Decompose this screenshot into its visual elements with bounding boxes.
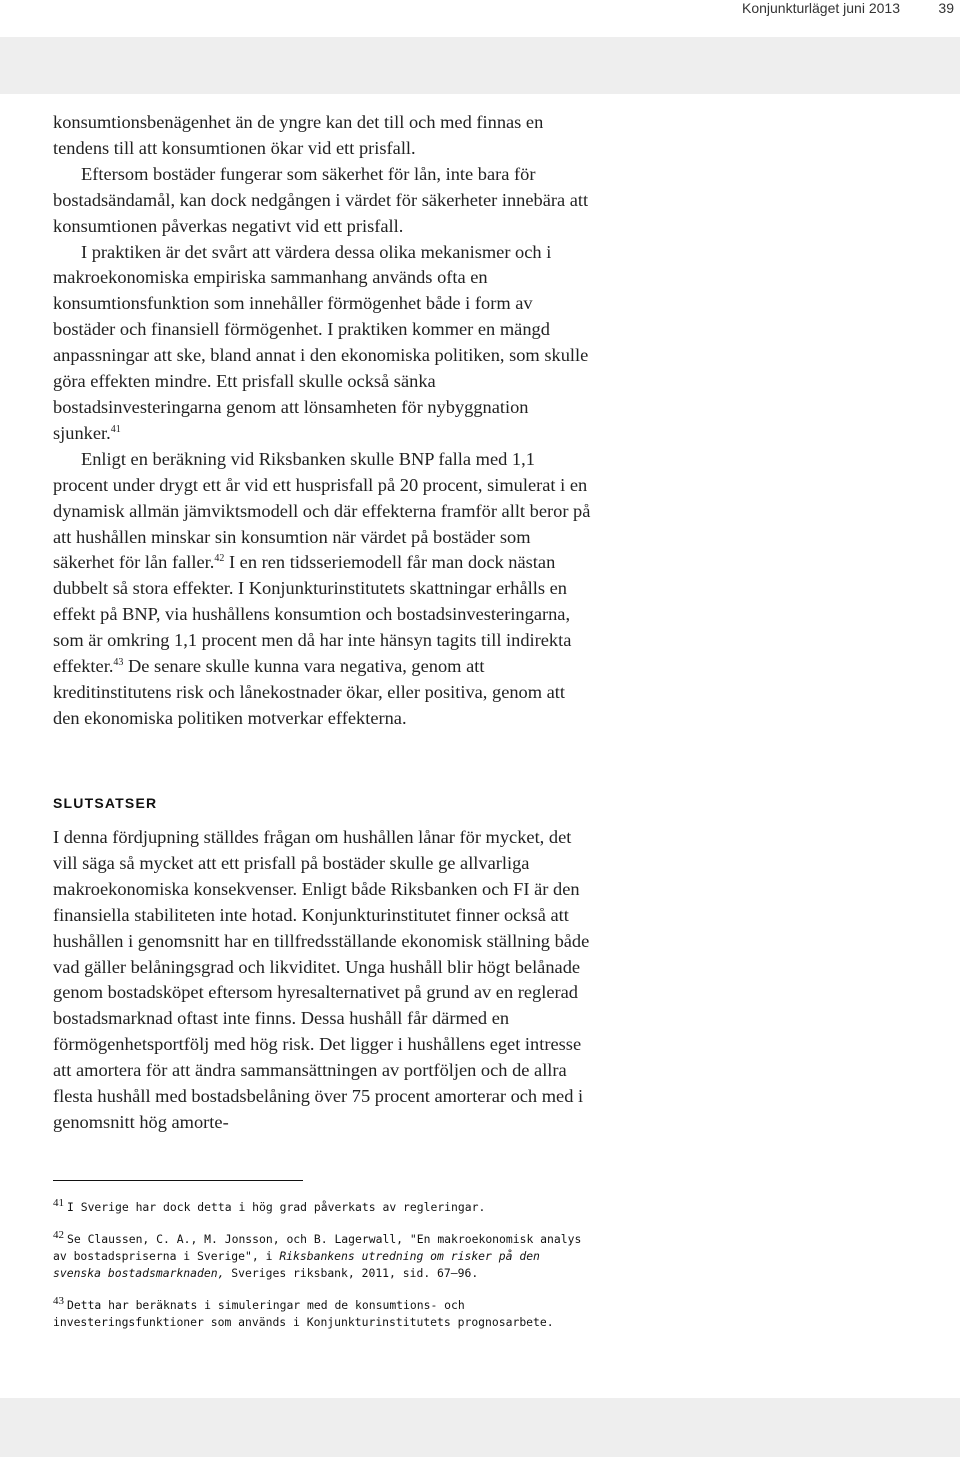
paragraph: Eftersom bostäder fungerar som säkerhet för lån, inte bara för bostadsändamål, kan dock nedgången i värdet för säkerheter innebära att konsumtionen påverkas negativt vid ett prisfall.	[53, 163, 589, 236]
bottom-band	[0, 1398, 960, 1457]
footnote-ref[interactable]: 43	[113, 656, 124, 668]
paragraph-text: I en ren tidsseriemodell får man dock nästan dubbelt så stora effekter. I Konjunkturinstitutets skattningar erhålls en effekt på BNP, via hushållens konsumtion och bostadsinvesteringarna, som är omkring 1,1 procent men då har inte hänsyn tagits till indirekta effekter.	[53, 552, 572, 677]
footnote-ref[interactable]: 41	[110, 423, 121, 435]
paragraph-text: De senare skulle kunna vara negativa, genom att kreditinstitutens risk och lånekostnader ökar, eller positiva, genom att den ekonomiska politiken motverkar effekterna.	[53, 656, 566, 728]
footnote-number: 41	[53, 1197, 64, 1210]
top-band	[0, 37, 960, 94]
paragraph-text: Enligt en beräkning vid Riksbanken skulle BNP falla med 1,1 procent under drygt ett år vid ett husprisfall på 20 procent, simulerat i en dynamisk allmän jämviktsmodell och där effekterna framför allt beror på att hushållen minskar sin konsumtion när värdet på bostäder som säkerhet för lån faller.	[53, 448, 591, 573]
footnote-divider	[53, 1180, 303, 1181]
paragraph	[53, 240, 593, 447]
footnote	[53, 1231, 593, 1282]
footnote-source-title: Riksbankens utredning om risker på den svenska bostadsmarknaden,	[53, 1249, 540, 1280]
footnote	[53, 1297, 593, 1331]
section-heading: SLUTSATSER	[53, 795, 158, 811]
footnote-text: Se Claussen, C. A., M. Jonsson, och B. Lagerwall, "En makroekonomisk analys av bostadspriserna i Sverige", i	[53, 1232, 582, 1263]
paragraph	[53, 447, 593, 732]
paragraph-text: I praktiken är det svårt att värdera dessa olika mekanismer och i makroekonomiska empiriska sammanhang används ofta en konsumtionsfunktion som innehåller förmögenhet både i form av bostäder och finansiell förmögenhet. I praktiken kommer en mängd anpassningar att ske, bland annat i den ekonomiska politiken, som skulle göra effekten mindre. Ett prisfall skulle också sänka bostadsinvesteringarna genom att lönsamheten för nybyggnation sjunker.	[53, 241, 589, 443]
footnote-text: Sveriges riksbank, 2011, sid. 67–96.	[224, 1266, 479, 1280]
footnote-text: I Sverige har dock detta i hög grad påverkats av regleringar.	[67, 1200, 486, 1214]
footnote-number: 43	[53, 1295, 64, 1308]
conclusions-text	[53, 825, 593, 1136]
body-text	[53, 110, 593, 732]
running-title: Konjunkturläget juni 2013	[741, 0, 900, 16]
footnote	[53, 1199, 593, 1216]
footnote-text: Detta har beräknats i simuleringar med de konsumtions- och investeringsfunktioner som används i Konjunkturinstitutets prognosarbete.	[53, 1298, 554, 1329]
paragraph: I denna fördjupning ställdes frågan om hushållen lånar för mycket, det vill säga så mycket att ett prisfall på bostäder skulle ge allvarliga makroekonomiska konsekvenser. Enligt både Riksbanken och FI är den finansiella stabiliteten inte hotad. Konjunkturinstitutet finner också att hushållen i genomsnitt har en tillfredsställande ekonomisk ställning både vad gäller belåningsgrad och likviditet. Unga hushåll blir högt belånade genom bostadsköpet eftersom hyresalternativet på grund av en reglerad bostadsmarknad oftast inte finns. Dessa hushåll får därmed en förmögenhetsportfölj med hög risk. Det ligger i hushållens eget intresse att amortera för att ändra sammansättningen av portföljen och de allra flesta hushåll med bostadsbelåning över 75 procent amorterar och med i genomsnitt hög amorte-	[53, 827, 590, 1132]
page-number: 39	[938, 0, 954, 16]
footnotes	[53, 1199, 593, 1346]
footnote-ref[interactable]: 42	[214, 553, 225, 565]
paragraph: konsumtionsbenägenhet än de yngre kan det till och med finnas en tendens till att konsumtionen ökar vid ett prisfall.	[53, 112, 544, 158]
footnote-number: 42	[53, 1229, 64, 1242]
page-header	[0, 0, 960, 22]
